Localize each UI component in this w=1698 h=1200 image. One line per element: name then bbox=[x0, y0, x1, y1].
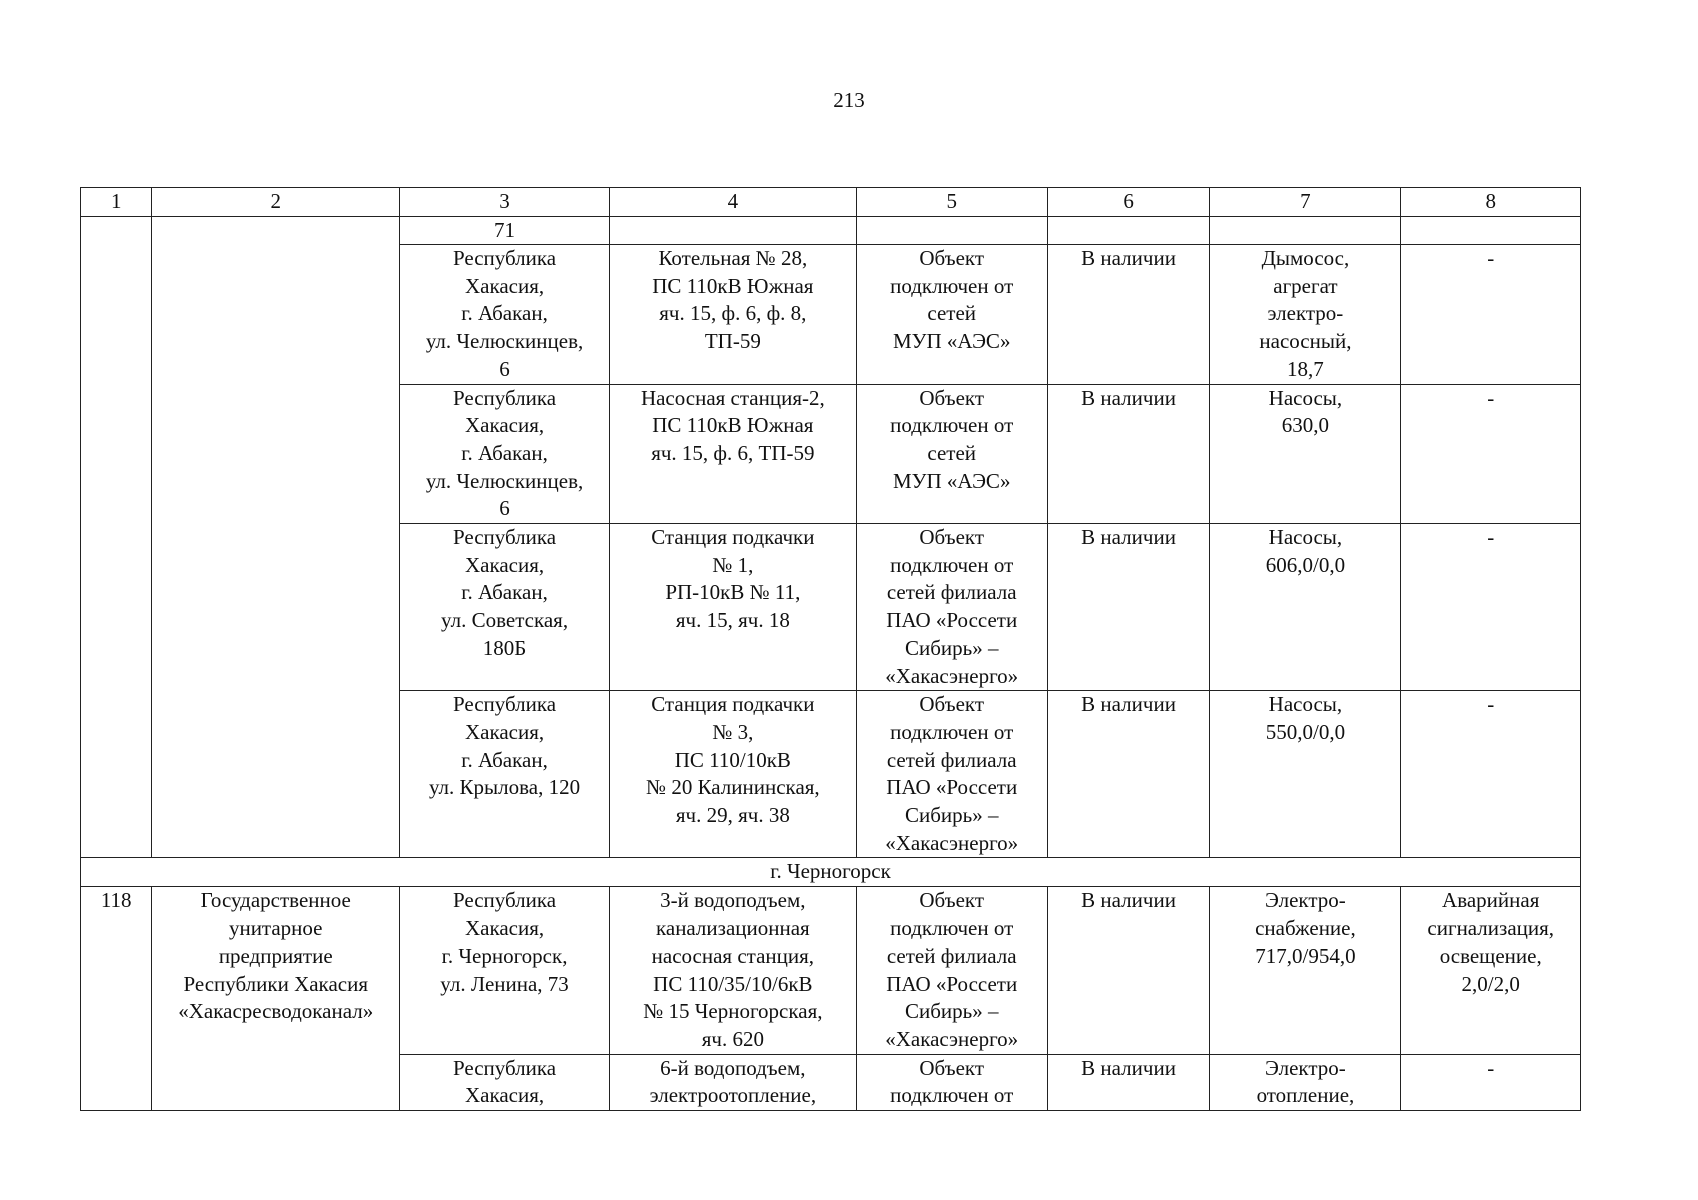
connection-cell-line: ПАО «Россети bbox=[886, 775, 1018, 800]
object-cell-line: Котельная № 28, bbox=[658, 246, 808, 270]
connection-cell-line: МУП «АЭС» bbox=[892, 468, 1011, 493]
column-header-5: 5 bbox=[856, 188, 1047, 217]
organization-cell-line: «Хакасресводоканал» bbox=[178, 999, 374, 1024]
column-header-8: 8 bbox=[1401, 188, 1581, 217]
connection-cell bbox=[856, 887, 1047, 1054]
equipment-cell-line: Насосы, bbox=[1268, 692, 1343, 717]
availability-cell-line: В наличии bbox=[1081, 525, 1176, 550]
address-cell-line: ул. Советская, bbox=[441, 608, 569, 633]
object-cell-line: 6-й водоподъем, bbox=[660, 1055, 806, 1080]
equipment-cell-line: агрегат bbox=[1273, 273, 1338, 298]
object-cell-line: № 3, bbox=[712, 719, 754, 744]
connection-cell-line: МУП «АЭС» bbox=[892, 329, 1011, 354]
city-header: г. Черногорск bbox=[81, 858, 1581, 887]
connection-cell-line: Сибирь» – bbox=[904, 999, 999, 1024]
note-cell-line: - bbox=[1487, 1055, 1495, 1080]
connection-cell-line: сетей филиала bbox=[886, 747, 1017, 772]
availability-cell bbox=[1047, 887, 1210, 1054]
address-cell-line: 6 bbox=[499, 356, 510, 381]
address-cell-line: г. Абакан, bbox=[461, 440, 548, 465]
availability-cell bbox=[1047, 245, 1210, 385]
connection-cell-line: ПАО «Россети bbox=[886, 608, 1018, 633]
availability-cell bbox=[1047, 1054, 1210, 1110]
equipment-cell-line: 550,0/0,0 bbox=[1265, 719, 1346, 744]
object-cell-line: канализационная bbox=[655, 916, 810, 941]
address-cell-line: Республика bbox=[452, 692, 557, 717]
address-cell-line: Республика bbox=[452, 385, 557, 410]
object-cell-line: яч. 15, ф. 6, ТП-59 bbox=[651, 440, 815, 465]
object-cell-line: яч. 15, ф. 6, ф. 8, bbox=[659, 301, 807, 326]
organization-cell-line: унитарное bbox=[228, 916, 323, 941]
equipment-cell bbox=[1210, 887, 1401, 1054]
connection-cell bbox=[856, 1054, 1047, 1110]
equipment-cell-line: 717,0/954,0 bbox=[1255, 943, 1356, 968]
address-cell-line: ул. Челюскинцев, bbox=[425, 329, 584, 354]
connection-cell-line: подключен от bbox=[890, 1083, 1014, 1108]
address-cell-line: Хакасия, bbox=[464, 1083, 545, 1108]
availability-cell-line: В наличии bbox=[1081, 888, 1176, 913]
object-cell-line: ПС 110кВ Южная bbox=[652, 413, 814, 438]
column-header-4: 4 bbox=[610, 188, 857, 217]
organization-cell-line: Государственное bbox=[200, 888, 351, 913]
header-row bbox=[81, 188, 1581, 217]
equipment-cell-line: Электро- bbox=[1265, 888, 1346, 913]
column-header-7: 7 bbox=[1210, 188, 1401, 217]
availability-cell bbox=[1047, 524, 1210, 691]
address-cell-line: Хакасия, bbox=[464, 273, 545, 298]
connection-cell bbox=[856, 691, 1047, 858]
connection-cell-line: Объект bbox=[919, 888, 985, 913]
equipment-cell-line: насосный, bbox=[1259, 329, 1352, 354]
address-cell bbox=[400, 384, 610, 524]
connection-cell-line: Объект bbox=[919, 692, 985, 717]
address-cell-line: Хакасия, bbox=[464, 413, 545, 438]
column-header-1: 1 bbox=[81, 188, 152, 217]
connection-cell-line: подключен от bbox=[890, 413, 1014, 438]
continuation-row bbox=[81, 217, 1581, 245]
connection-cell-line: ПАО «Россети bbox=[886, 971, 1018, 996]
entry-number: 118 bbox=[81, 887, 152, 1111]
connection-cell-line: Сибирь» – bbox=[904, 635, 999, 660]
address-cell-line: Хакасия, bbox=[464, 552, 545, 577]
organization-cell-continued bbox=[152, 217, 400, 858]
address-cell bbox=[400, 524, 610, 691]
connection-cell-line: сетей bbox=[927, 301, 977, 326]
object-cell-line: № 1, bbox=[712, 552, 754, 577]
equipment-cell-line: 630,0 bbox=[1281, 413, 1330, 438]
object-cell-line: ПС 110/35/10/6кВ bbox=[653, 971, 813, 996]
number-cell-continued bbox=[81, 217, 152, 858]
object-cell-line: Насосная станция-2, bbox=[640, 385, 825, 410]
connection-cell-line: подключен от bbox=[890, 719, 1014, 744]
note-cell bbox=[1401, 384, 1581, 524]
note-cell-line: сигнализация, bbox=[1427, 916, 1555, 941]
availability-cell-line: В наличии bbox=[1081, 246, 1176, 270]
address-cell-line: 180Б bbox=[482, 635, 527, 660]
address-cell-continued: 71 bbox=[400, 217, 610, 245]
equipment-cell-line: 18,7 bbox=[1287, 356, 1324, 381]
address-cell-line: Хакасия, bbox=[464, 719, 545, 744]
note-cell bbox=[1401, 887, 1581, 1054]
address-cell-line: ул. Крылова, 120 bbox=[428, 775, 581, 800]
object-cell bbox=[610, 245, 857, 385]
address-cell-line: ул. Челюскинцев, bbox=[425, 468, 584, 493]
connection-cell-line: Объект bbox=[919, 246, 985, 270]
object-cell-line: яч. 29, яч. 38 bbox=[675, 803, 790, 828]
column-header-3: 3 bbox=[400, 188, 610, 217]
note-cell-line: - bbox=[1487, 525, 1495, 550]
object-cell bbox=[610, 691, 857, 858]
connection-cell-line: Объект bbox=[919, 525, 985, 550]
connection-cell-line: «Хакасэнерго» bbox=[885, 830, 1019, 855]
address-cell-line: г. Абакан, bbox=[461, 301, 548, 326]
equipment-cell-line: отопление, bbox=[1256, 1083, 1355, 1108]
object-cell-line: № 20 Калининская, bbox=[646, 775, 820, 800]
equipment-cell bbox=[1210, 691, 1401, 858]
address-cell-line: Республика bbox=[452, 525, 557, 550]
connection-cell-line: Сибирь» – bbox=[904, 803, 999, 828]
equipment-cell bbox=[1210, 245, 1401, 385]
connection-cell-line: подключен от bbox=[890, 916, 1014, 941]
availability-cell-line: В наличии bbox=[1081, 385, 1176, 410]
note-cell-line: - bbox=[1487, 246, 1495, 270]
object-cell bbox=[610, 887, 857, 1054]
connection-cell bbox=[856, 384, 1047, 524]
connection-cell-line: «Хакасэнерго» bbox=[885, 663, 1019, 688]
page-number: 213 bbox=[833, 88, 865, 112]
address-cell bbox=[400, 245, 610, 385]
address-cell-line: г. Абакан, bbox=[461, 747, 548, 772]
column-header-6: 6 bbox=[1047, 188, 1210, 217]
connection-cell-line: «Хакасэнерго» bbox=[885, 1026, 1019, 1051]
connection-cell bbox=[856, 524, 1047, 691]
object-cell-line: ТП-59 bbox=[704, 329, 761, 354]
object-cell-line: РП-10кВ № 11, bbox=[665, 580, 801, 605]
connection-cell-continued bbox=[856, 217, 1047, 245]
equipment-cell bbox=[1210, 384, 1401, 524]
connection-cell-line: подключен от bbox=[890, 552, 1014, 577]
note-cell bbox=[1401, 1054, 1581, 1110]
address-cell-line: Республика bbox=[452, 246, 557, 270]
object-cell-line: электроотопление, bbox=[649, 1083, 817, 1108]
availability-cell-line: В наличии bbox=[1081, 1055, 1176, 1080]
organization-cell-line: предприятие bbox=[218, 943, 333, 968]
address-cell bbox=[400, 691, 610, 858]
address-cell-line: 6 bbox=[499, 496, 510, 521]
note-cell-line: - bbox=[1487, 692, 1495, 717]
organization-cell bbox=[152, 887, 400, 1111]
note-cell bbox=[1401, 524, 1581, 691]
object-cell-line: Станция подкачки bbox=[651, 692, 815, 717]
note-cell-continued bbox=[1401, 217, 1581, 245]
note-cell bbox=[1401, 691, 1581, 858]
organization-cell-line: Республики Хакасия bbox=[183, 971, 368, 996]
address-cell-line: г. Черногорск, bbox=[441, 943, 568, 968]
infrastructure-table bbox=[80, 187, 1581, 1111]
address-cell bbox=[400, 887, 610, 1054]
object-cell-line: насосная станция, bbox=[651, 943, 815, 968]
connection-cell-line: Объект bbox=[919, 385, 985, 410]
object-cell-line: Станция подкачки bbox=[651, 525, 815, 550]
note-cell-line: - bbox=[1487, 385, 1495, 410]
connection-cell bbox=[856, 245, 1047, 385]
equipment-cell-line: Насосы, bbox=[1268, 385, 1343, 410]
object-cell-continued bbox=[610, 217, 857, 245]
object-cell-line: ПС 110/10кВ bbox=[674, 747, 791, 772]
note-cell-line: Аварийная bbox=[1442, 888, 1540, 913]
object-cell-line: 3-й водоподъем, bbox=[660, 888, 806, 913]
connection-cell-line: сетей bbox=[927, 440, 977, 465]
availability-cell-continued bbox=[1047, 217, 1210, 245]
equipment-cell-line: Электро- bbox=[1265, 1055, 1346, 1080]
object-cell-line: яч. 620 bbox=[701, 1026, 764, 1051]
equipment-cell bbox=[1210, 524, 1401, 691]
equipment-cell-continued bbox=[1210, 217, 1401, 245]
object-cell bbox=[610, 384, 857, 524]
note-cell bbox=[1401, 245, 1581, 385]
city-header-row bbox=[81, 858, 1581, 887]
object-cell-line: № 15 Черногорская, bbox=[643, 999, 823, 1024]
equipment-cell bbox=[1210, 1054, 1401, 1110]
address-cell-line: ул. Ленина, 73 bbox=[440, 971, 569, 996]
object-cell-line: ПС 110кВ Южная bbox=[652, 273, 814, 298]
column-header-2: 2 bbox=[152, 188, 400, 217]
equipment-cell-line: Дымосос, bbox=[1261, 246, 1350, 270]
connection-cell-line: Объект bbox=[919, 1055, 985, 1080]
address-cell-line: Хакасия, bbox=[464, 916, 545, 941]
connection-cell-line: сетей филиала bbox=[886, 943, 1017, 968]
availability-cell bbox=[1047, 691, 1210, 858]
object-cell bbox=[610, 1054, 857, 1110]
availability-cell bbox=[1047, 384, 1210, 524]
address-cell-line: Республика bbox=[452, 888, 557, 913]
equipment-cell-line: снабжение, bbox=[1255, 916, 1356, 941]
availability-cell-line: В наличии bbox=[1081, 692, 1176, 717]
object-cell bbox=[610, 524, 857, 691]
object-cell-line: яч. 15, яч. 18 bbox=[675, 608, 790, 633]
address-cell-line: Республика bbox=[452, 1055, 557, 1080]
connection-cell-line: сетей филиала bbox=[886, 580, 1017, 605]
equipment-cell-line: электро- bbox=[1267, 301, 1344, 326]
table-row bbox=[81, 887, 1581, 1054]
address-cell bbox=[400, 1054, 610, 1110]
equipment-cell-line: 606,0/0,0 bbox=[1265, 552, 1346, 577]
equipment-cell-line: Насосы, bbox=[1268, 525, 1343, 550]
note-cell-line: освещение, bbox=[1439, 943, 1542, 968]
connection-cell-line: подключен от bbox=[890, 273, 1014, 298]
address-cell-line: г. Абакан, bbox=[461, 580, 548, 605]
note-cell-line: 2,0/2,0 bbox=[1461, 971, 1520, 996]
